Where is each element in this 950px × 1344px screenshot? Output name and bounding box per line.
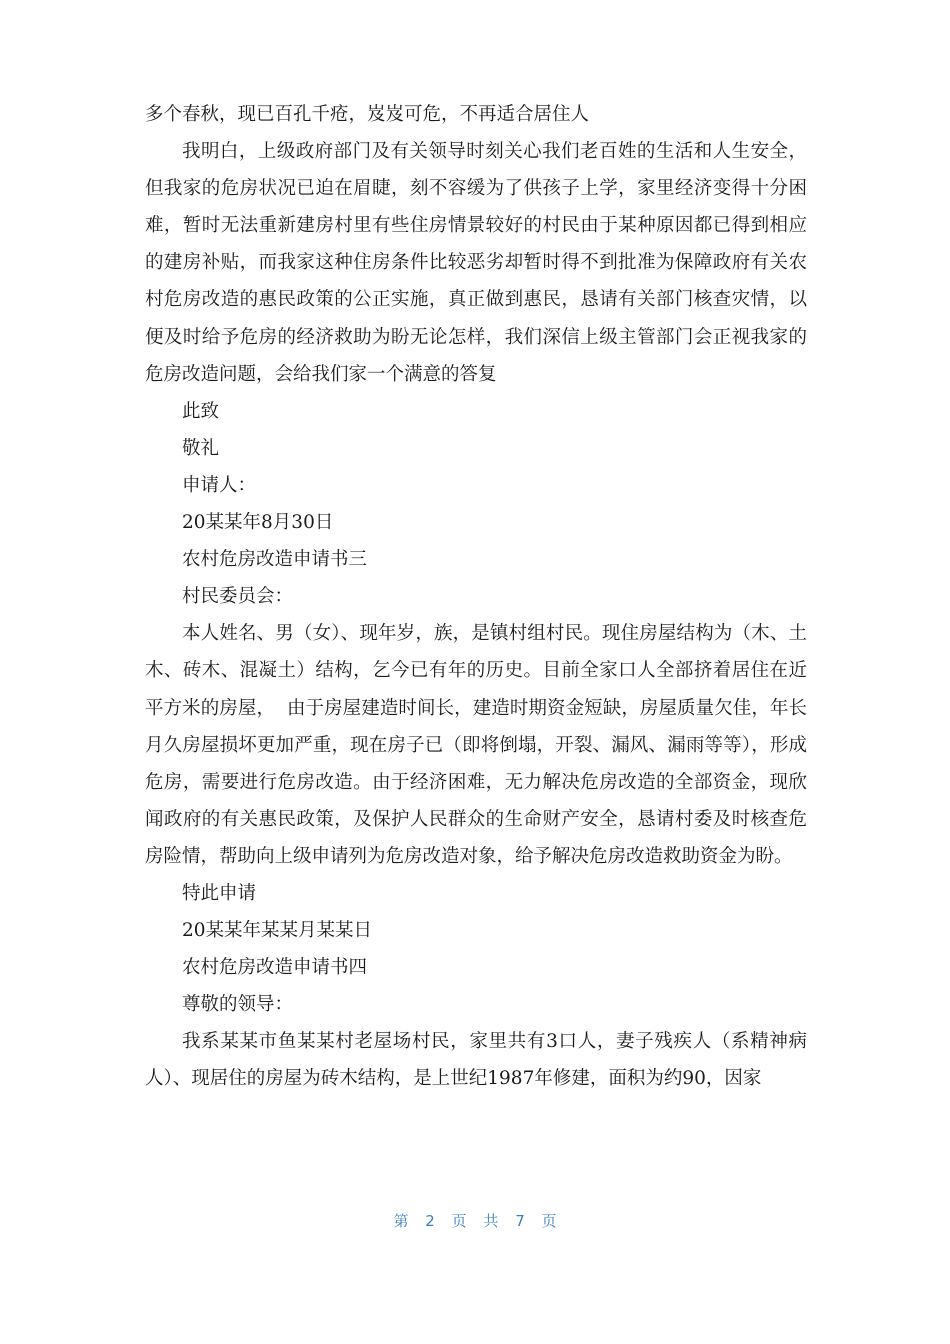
paragraph-application-body: 本人姓名、男（女）、现年岁，族，是镇村组村民。现住房屋结构为（木、土木、砖木、混凝土）结构，乞今已有年的历史。目前全家口人全部挤着居住在近平方米的房屋， 由于房屋建造时间长，建造时期资金短缺，房屋质量欠佳，年长月久房屋损坏更加严重，现在房子已（即将倒塌，开裂、漏风、漏雨等等），形成危房，需要进行危房改造。由于经济困难，无力解决危房改造的全部资金，现欣闻政府的有关惠民政策，及保护人民群众的生命财产安全，恳请村委及时核查危房险情，帮助向上级申请列为危房改造对象，给予解决危房改造救助资金为盼。 [145,623,807,867]
applicant-label: 申请人： [182,474,257,496]
date-line: 20某某年8月30日 [182,512,334,534]
closing-salutation: 此致 [182,400,220,422]
document-body [145,96,807,1098]
paragraph-request-reason: 我明白，上级政府部门及有关领导时刻关心我们老百姓的生活和人生安全，但我家的危房状况已迫在眉睫，刻不容缓为了供孩子上学，家里经济变得十分困难，暂时无法重新建房村里有些住房情景较好的村民由于某种原因都已得到相应的建房补贴，而我家这种住房条件比较恶劣却暂时得不到批准为保障政府有关农村危房改造的惠民政策的公正实施，真正做到惠民，恳请有关部门核查灾情，以便及时给予危房的经济救助为盼无论怎样，我们深信上级主管部门会正视我家的危房改造问题，会给我们家一个满意的答复 [145,141,807,385]
footer-word-ye: 页 [451,1212,467,1230]
paragraph-continuation: 多个春秋，现已百孔千疮，岌岌可危，不再适合居住人 [145,104,590,125]
footer-page-number: 2 [425,1212,435,1230]
footer-word-di: 第 [393,1212,409,1230]
closing-regards: 敬礼 [182,437,220,459]
footer-word-gong: 共 [483,1212,499,1230]
section-title-three: 农村危房改造申请书三 [182,549,368,571]
addressee-leaders: 尊敬的领导： [182,994,294,1016]
footer-word-ye-end: 页 [541,1212,557,1230]
date-line-two: 20某某年某某月某某日 [182,920,373,942]
page-footer [0,1210,950,1231]
footer-total-pages: 7 [515,1212,525,1230]
closing-hereby-apply: 特此申请 [182,882,257,904]
paragraph-family-situation: 我系某某市鱼某某村老屋场村民，家里共有3口人，妻子残疾人（系精神病人）、现居住的房屋为砖木结构，是上世纪1987年修建，面积为约90，因家 [145,1031,807,1090]
addressee-village-committee: 村民委员会： [182,586,294,608]
section-title-four: 农村危房改造申请书四 [182,957,368,979]
